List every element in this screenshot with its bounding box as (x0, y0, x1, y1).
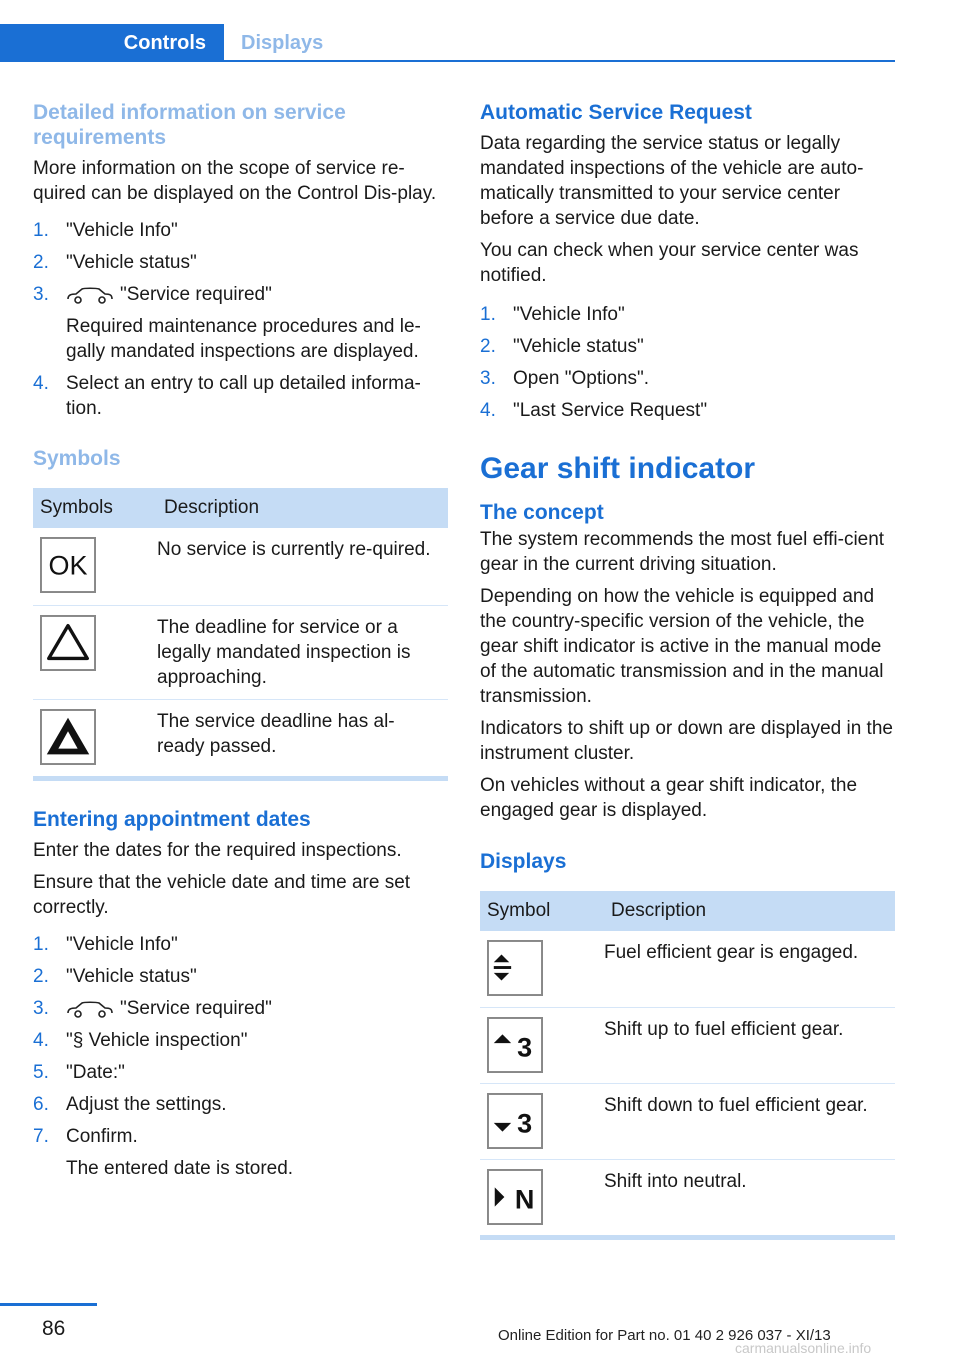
table-row (33, 605, 448, 699)
concept-text-3: Indicators to shift up or down are displayed in the instrument cluster. (480, 718, 893, 764)
table-header-row (480, 891, 895, 931)
warning-triangle-filled-icon (40, 709, 96, 765)
step-text: Confirm. (66, 1126, 138, 1147)
header-rule (0, 60, 895, 62)
list-item (33, 932, 448, 957)
table-cell (33, 605, 157, 699)
list-item (33, 964, 448, 989)
table-cell: The deadline for service or a legally mandated inspection is approaching. (157, 605, 448, 699)
shift-up-icon (487, 1017, 543, 1073)
table-header-cell: Description (604, 891, 895, 931)
detail-heading: Detailed information on service requirements (33, 101, 346, 149)
step-text: "§ Vehicle inspection" (66, 1030, 248, 1051)
step-number: 2. (480, 336, 496, 357)
list-item (33, 218, 448, 243)
appointment-text-1: Enter the dates for the required inspections. (33, 840, 402, 861)
table-row (33, 528, 448, 605)
header-bar (0, 0, 960, 62)
table-end-rule (480, 1235, 895, 1240)
table-row (480, 1007, 895, 1083)
step-subtext: The entered date is stored. (66, 1158, 294, 1179)
table-cell (480, 1159, 604, 1235)
step-number: 1. (33, 220, 49, 241)
symbols-table (33, 488, 448, 776)
ok-icon (40, 537, 96, 593)
list-item (33, 1028, 448, 1053)
list-item (480, 334, 895, 359)
edition-note: Online Edition for Part no. 01 40 2 926 037 - XI/13 (498, 1327, 831, 1344)
table-cell (480, 1083, 604, 1159)
car-icon (66, 285, 114, 305)
step-number: 2. (33, 966, 49, 987)
detail-text: More information on the scope of service re‐quired can be displayed on the Control Dis‐play. (33, 158, 437, 204)
step-number: 1. (33, 934, 49, 955)
asr-heading: Automatic Service Request (480, 101, 752, 124)
table-row (480, 1159, 895, 1235)
concept-text-1: The system recommends the most fuel effi‐cient gear in the current driving situation. (480, 529, 885, 575)
table-cell (33, 699, 157, 776)
concept-heading: The concept (480, 501, 604, 524)
step-text: "Vehicle Info" (66, 934, 178, 955)
list-item (33, 282, 448, 364)
page-number: 86 (42, 1317, 66, 1340)
displays-table (480, 891, 895, 1235)
table-cell (480, 931, 604, 1007)
table-row (480, 1083, 895, 1159)
concept-text-2: Depending on how the vehicle is equipped and the country-specific version of the vehicle, the gear shift indicator is active in the manual mode of the automatic transmission and in the manual transmission. (480, 586, 884, 707)
list-item (33, 250, 448, 275)
watermark: carmanualsonline.info (735, 1340, 872, 1356)
table-cell: Fuel efficient gear is engaged. (604, 931, 895, 1007)
step-text: "Vehicle status" (66, 966, 197, 987)
gear-shift-heading: Gear shift indicator (480, 452, 756, 485)
table-header-cell: Symbols (33, 488, 157, 528)
step-text: "Service required" (120, 998, 272, 1019)
step-text: Select an entry to call up detailed informa‐tion. (66, 373, 421, 419)
symbols-heading: Symbols (33, 447, 121, 470)
list-item (33, 996, 448, 1021)
step-number: 3. (33, 998, 49, 1019)
asr-text-1: Data regarding the service status or legally mandated inspections of the vehicle are auto‐matically transmitted to your service center before a service due date. (480, 133, 864, 229)
step-number: 3. (33, 284, 49, 305)
asr-steps (480, 302, 895, 423)
svg-text:OK: OK (48, 550, 88, 581)
warning-triangle-icon (40, 615, 96, 671)
list-item (480, 302, 895, 327)
step-number: 3. (480, 368, 496, 389)
step-number: 4. (33, 373, 49, 394)
svg-text:3: 3 (517, 1108, 533, 1139)
step-text: "Vehicle status" (66, 252, 197, 273)
step-text: Open "Options". (513, 368, 650, 389)
appointment-steps (33, 932, 448, 1181)
list-item (480, 366, 895, 391)
table-cell: No service is currently re‐quired. (157, 528, 448, 605)
svg-text:3: 3 (517, 1032, 533, 1063)
right-column (480, 100, 895, 1240)
table-header-cell: Description (157, 488, 448, 528)
table-row (480, 931, 895, 1007)
step-text: "Last Service Request" (513, 400, 708, 421)
step-number: 2. (33, 252, 49, 273)
left-column (33, 100, 448, 1188)
step-text: Adjust the settings. (66, 1094, 227, 1115)
list-item (33, 1092, 448, 1117)
shift-neutral-icon (487, 1169, 543, 1225)
appointment-text-2: Ensure that the vehicle date and time are set correctly. (33, 872, 411, 918)
table-cell: The service deadline has al‐ready passed. (157, 710, 395, 757)
car-icon (66, 999, 114, 1019)
table-cell (33, 528, 157, 605)
list-item (33, 1060, 448, 1085)
table-end-rule (33, 776, 448, 781)
table-row (33, 699, 448, 776)
step-number: 1. (480, 304, 496, 325)
list-item (480, 398, 895, 423)
asr-text-2: You can check when your service center was notified. (480, 240, 859, 286)
step-text: "Vehicle Info" (66, 220, 178, 241)
appointment-heading: Entering appointment dates (33, 808, 311, 831)
table-cell: Shift down to fuel efficient gear. (604, 1083, 895, 1159)
step-subtext: Required maintenance procedures and le‐gally mandated inspections are displayed. (66, 316, 421, 362)
table-cell: Shift up to fuel efficient gear. (604, 1007, 895, 1083)
table-header-row (33, 488, 448, 528)
step-number: 4. (480, 400, 496, 421)
svg-text:N: N (514, 1184, 535, 1215)
list-item (33, 1124, 448, 1181)
tab-displays[interactable]: Displays (241, 32, 324, 54)
table-header-cell: Symbol (480, 891, 604, 931)
detail-steps (33, 218, 448, 421)
table-cell (480, 1007, 604, 1083)
step-text: "Vehicle status" (513, 336, 644, 357)
footer-rule (0, 1303, 97, 1306)
step-text: "Service required" (120, 284, 272, 305)
step-text: "Vehicle Info" (513, 304, 625, 325)
step-number: 6. (33, 1094, 49, 1115)
step-number: 4. (33, 1030, 49, 1051)
step-text: "Date:" (66, 1062, 125, 1083)
table-cell: Shift into neutral. (604, 1170, 747, 1192)
concept-text-4: On vehicles without a gear shift indicator, the engaged gear is displayed. (480, 775, 858, 821)
step-number: 5. (33, 1062, 49, 1083)
shift-down-icon (487, 1093, 543, 1149)
displays-heading: Displays (480, 850, 567, 873)
list-item (33, 371, 448, 421)
gear-engaged-icon (487, 940, 543, 996)
step-number: 7. (33, 1126, 49, 1147)
tab-controls[interactable]: Controls (0, 24, 224, 62)
